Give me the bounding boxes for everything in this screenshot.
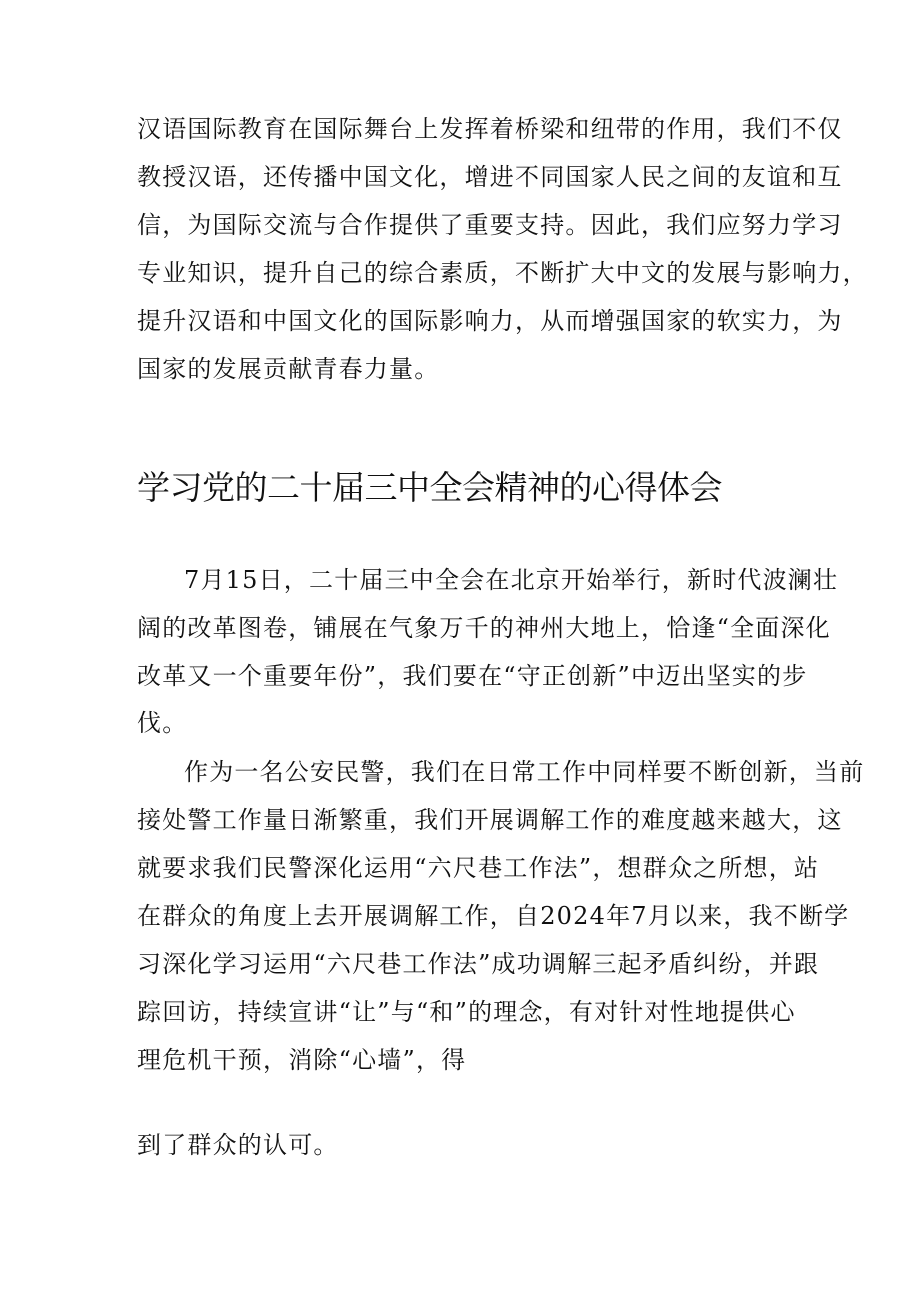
text-line: 教授汉语，还传播中国文化，增进不同国家人民之间的友谊和互 (137, 163, 843, 191)
text-line: 国家的发展贡献青春力量。 (137, 355, 440, 383)
text-line: 在群众的角度上去开展调解工作，自2024年7月以来，我不断学 (137, 902, 850, 930)
text-line: 改革又一个重要年份”，我们要在“守正创新”中迈出坚实的步 (137, 662, 808, 690)
text-line: 踪回访，持续宣讲“让”与“和”的理念，有对针对性地提供心 (137, 998, 796, 1026)
paragraph-continuation: 到了群众的认可。 (137, 1131, 339, 1159)
text-line: 接处警工作量日渐繁重，我们开展调解工作的难度越来越大，这 (137, 806, 843, 834)
text-line: 作为一名公安民警，我们在日常工作中同样要不断创新，当前 (184, 758, 865, 786)
text-line: 专业知识，提升自己的综合素质，不断扩大中文的发展与影响力， (137, 259, 868, 287)
text-line: 阔的改革图卷，铺展在气象万千的神州大地上，恰逢“全面深化 (137, 614, 831, 642)
text-line: 伐。 (137, 709, 188, 737)
text-line: 习深化学习运用“六尺巷工作法”成功调解三起矛盾纠纷，并跟 (137, 950, 820, 978)
text-line: 就要求我们民警深化运用“六尺巷工作法”，想群众之所想，站 (137, 854, 820, 882)
text-line: 提升汉语和中国文化的国际影响力，从而增强国家的软实力，为 (137, 307, 843, 335)
text-line: 汉语国际教育在国际舞台上发挥着桥梁和纽带的作用，我们不仅 (137, 115, 843, 143)
text-line: 信，为国际交流与合作提供了重要支持。因此，我们应努力学习 (137, 211, 843, 239)
text-line: 7月15日，二十届三中全会在北京开始举行，新时代波澜壮 (184, 566, 839, 594)
article-title: 学习党的二十届三中全会精神的心得体会 (137, 468, 722, 507)
text-line: 理危机干预，消除“心墙”，得 (137, 1046, 467, 1074)
